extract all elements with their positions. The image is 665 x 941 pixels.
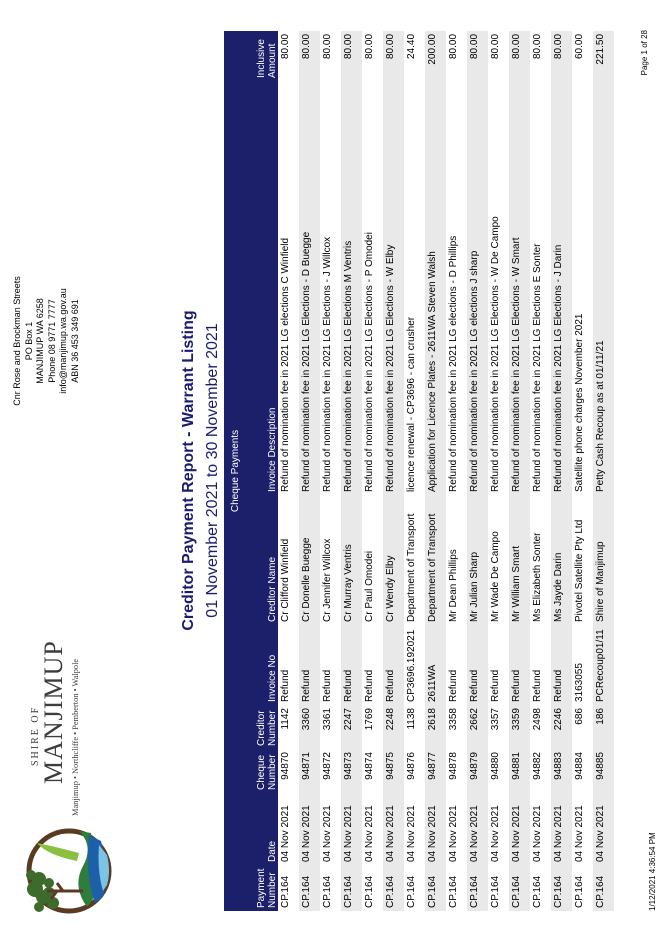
cell-date: 04 Nov 2021 (383, 793, 404, 865)
table-row (383, 31, 404, 911)
cell-cheque-number: 94873 (341, 749, 362, 793)
table-row (341, 31, 362, 911)
cell-creditor-number: 2247 (341, 705, 362, 749)
cell-date: 04 Nov 2021 (425, 793, 446, 865)
cell-amount: 80.00 (278, 31, 299, 81)
col-invoice-description: Invoice Description (246, 81, 278, 495)
cell-amount: 80.00 (488, 31, 509, 81)
cell-date: 04 Nov 2021 (299, 793, 320, 865)
table-row (299, 31, 320, 911)
cell-creditor-number: 2248 (383, 705, 404, 749)
table-row (467, 31, 488, 911)
cell-date: 04 Nov 2021 (551, 793, 572, 865)
table-body (278, 31, 614, 911)
address-abn: ABN 36 453 349 691 (69, 299, 80, 383)
shire-logo-icon (17, 821, 117, 921)
cell-payment-number: CP.164 (467, 865, 488, 911)
cell-amount: 200.00 (425, 31, 446, 81)
cell-creditor-number: 1769 (362, 705, 383, 749)
cell-creditor-number: 686 (572, 705, 593, 749)
cell-invoice-description: Petty Cash Recoup as at 01/11/21 (593, 81, 614, 495)
cell-creditor-number: 2498 (530, 705, 551, 749)
cell-invoice-no: Refund (446, 625, 467, 705)
table-row (530, 31, 551, 911)
table-row (509, 31, 530, 911)
cell-cheque-number: 94876 (404, 749, 425, 793)
shire-towns: Manjimup • Northcliffe • Pemberton • Walpole (71, 658, 80, 816)
cell-invoice-no: Refund (467, 625, 488, 705)
cell-cheque-number: 94872 (320, 749, 341, 793)
group-header: Cheque Payments (224, 31, 246, 911)
cell-creditor-name: Ms Elizabeth Sonter (530, 495, 551, 625)
table-row (404, 31, 425, 911)
cell-cheque-number: 94870 (278, 749, 299, 793)
cell-creditor-number: 3357 (488, 705, 509, 749)
cell-invoice-description: Refund of nomination fee in 2021 LG Elections - J Darin (551, 81, 572, 495)
cell-creditor-name: Ms Jayde Darin (551, 495, 572, 625)
cell-invoice-no: Refund (530, 625, 551, 705)
cell-invoice-no: Refund (488, 625, 509, 705)
report-period: 01 November 2021 to 30 November 2021 (204, 323, 221, 618)
cell-cheque-number: 94881 (509, 749, 530, 793)
cell-creditor-name: Shire of Manjimup (593, 495, 614, 625)
cell-invoice-description: Refund of nomination fee in 2021 LG Elections - W Elby (383, 81, 404, 495)
cell-invoice-no: Refund (341, 625, 362, 705)
cell-payment-number: CP.164 (278, 865, 299, 911)
table-row (320, 31, 341, 911)
cell-payment-number: CP.164 (530, 865, 551, 911)
shire-of-text: SHIRE OF (30, 705, 41, 766)
cell-date: 04 Nov 2021 (509, 793, 530, 865)
cell-invoice-no: Refund (320, 625, 341, 705)
cell-invoice-description: Refund of nomination fee in 2021 LG Elections - P Omodei (362, 81, 383, 495)
col-creditor-name: Creditor Name (246, 495, 278, 625)
cell-invoice-description: Refund of nomination fee in 2021 LG Elections - D Buegge (299, 81, 320, 495)
cell-date: 04 Nov 2021 (467, 793, 488, 865)
table-row (551, 31, 572, 911)
cell-invoice-no: Refund (509, 625, 530, 705)
cell-invoice-no: Refund (278, 625, 299, 705)
cell-cheque-number: 94880 (488, 749, 509, 793)
cell-amount: 221.50 (593, 31, 614, 81)
cell-cheque-number: 94871 (299, 749, 320, 793)
cell-creditor-number: 1138 (404, 705, 425, 749)
cell-invoice-no: Refund (383, 625, 404, 705)
cell-creditor-number: 3360 (299, 705, 320, 749)
cell-creditor-name: Department of Transport (425, 495, 446, 625)
cell-payment-number: CP.164 (341, 865, 362, 911)
cell-cheque-number: 94885 (593, 749, 614, 793)
cell-invoice-description: Refund of nomination fee in 2021 LG Elections E Sonter (530, 81, 551, 495)
cell-date: 04 Nov 2021 (341, 793, 362, 865)
cell-creditor-number: 3359 (509, 705, 530, 749)
table-row (278, 31, 299, 911)
cell-creditor-name: Cr Murray Ventris (341, 495, 362, 625)
cell-creditor-name: Cr Paul Omodei (362, 495, 383, 625)
cell-payment-number: CP.164 (425, 865, 446, 911)
cell-creditor-number: 3361 (320, 705, 341, 749)
cell-amount: 80.00 (341, 31, 362, 81)
col-invoice-no: Invoice No (246, 625, 278, 705)
cell-payment-number: CP.164 (551, 865, 572, 911)
table-row (362, 31, 383, 911)
col-creditor-number: Creditor Number (246, 705, 278, 749)
cell-cheque-number: 94879 (467, 749, 488, 793)
cell-payment-number: CP.164 (299, 865, 320, 911)
cell-creditor-number: 2662 (467, 705, 488, 749)
cell-payment-number: CP.164 (320, 865, 341, 911)
cell-creditor-name: Mr Wade De Campo (488, 495, 509, 625)
footer-timestamp: 1/12/2021 4:36:54 PM (648, 832, 657, 911)
cell-payment-number: CP.164 (593, 865, 614, 911)
cell-amount: 80.00 (530, 31, 551, 81)
col-payment-number: Payment Number (246, 865, 278, 911)
cell-creditor-name: Cr Donelle Buegge (299, 495, 320, 625)
cell-invoice-description: Satellite phone charges November 2021 (572, 81, 593, 495)
table-row (593, 31, 614, 911)
cell-amount: 80.00 (551, 31, 572, 81)
cell-cheque-number: 94877 (425, 749, 446, 793)
cell-date: 04 Nov 2021 (404, 793, 425, 865)
cell-invoice-no: Refund (551, 625, 572, 705)
cell-invoice-description: Refund of nomination fee in 2021 LG Elections - W Smart (509, 81, 530, 495)
cell-payment-number: CP.164 (383, 865, 404, 911)
cell-amount: 80.00 (467, 31, 488, 81)
cell-cheque-number: 94882 (530, 749, 551, 793)
address-line: Cnr Rose and Brockman Streets (12, 276, 22, 406)
report-title: Creditor Payment Report - Warrant Listing (180, 310, 197, 631)
cell-creditor-name: Mr Dean Phillips (446, 495, 467, 625)
cell-invoice-description: Refund of nomination fee in 2021 LG Elections - W De Campo (488, 81, 509, 495)
shire-name: MANJIMUP (39, 640, 68, 784)
cell-payment-number: CP.164 (446, 865, 467, 911)
cell-cheque-number: 94875 (383, 749, 404, 793)
address-email: info@manjimup.wa.gov.au (58, 288, 68, 394)
cell-date: 04 Nov 2021 (572, 793, 593, 865)
cell-creditor-number: 3358 (446, 705, 467, 749)
footer-page-number: Page 1 of 28 (640, 30, 649, 76)
cell-amount: 80.00 (362, 31, 383, 81)
cell-date: 04 Nov 2021 (278, 793, 299, 865)
cell-date: 04 Nov 2021 (530, 793, 551, 865)
cell-invoice-no: Refund (299, 625, 320, 705)
cell-creditor-number: 1142 (278, 705, 299, 749)
cell-creditor-name: Pivotel Satellite Pty Ltd (572, 495, 593, 625)
cell-creditor-name: Mr Julian Sharp (467, 495, 488, 625)
cell-invoice-no: CP3696.192021 (404, 625, 425, 705)
cell-invoice-no: 3163055 (572, 625, 593, 705)
cell-amount: 60.00 (572, 31, 593, 81)
cell-payment-number: CP.164 (572, 865, 593, 911)
cell-invoice-no: 2611WA (425, 625, 446, 705)
address-phone: Phone 08 9771 7777 (46, 299, 57, 383)
cell-amount: 80.00 (383, 31, 404, 81)
address-line: MANJIMUP WA 6258 (35, 298, 45, 384)
table-row (425, 31, 446, 911)
cell-amount: 80.00 (299, 31, 320, 81)
cell-payment-number: CP.164 (509, 865, 530, 911)
table-row (488, 31, 509, 911)
cell-invoice-description: Application for Licence Plates - 2611WA Steven Walsh (425, 81, 446, 495)
address-block (12, 241, 81, 441)
cell-cheque-number: 94883 (551, 749, 572, 793)
cell-amount: 80.00 (320, 31, 341, 81)
cell-invoice-description: Refund of nomination fee in 2021 LG elections - D Phillips (446, 81, 467, 495)
payments-table (224, 31, 614, 911)
cell-invoice-description: Refund of nomination fee in 2021 LG Elections M Ventris (341, 81, 362, 495)
cell-date: 04 Nov 2021 (362, 793, 383, 865)
cell-date: 04 Nov 2021 (320, 793, 341, 865)
cell-invoice-description: Refund of nomination fee in 2021 LG Elections - J Willcox (320, 81, 341, 495)
cell-invoice-description: licence renewal - CP3696 - can crusher (404, 81, 425, 495)
col-amount: Inclusive Amount (246, 31, 278, 81)
cell-payment-number: CP.164 (404, 865, 425, 911)
cell-payment-number: CP.164 (488, 865, 509, 911)
table-row (572, 31, 593, 911)
cell-creditor-name: Cr Jennifer Willcox (320, 495, 341, 625)
cell-creditor-name: Cr Clifford Winfield (278, 495, 299, 625)
cell-invoice-no: Refund (362, 625, 383, 705)
col-date: Date (246, 793, 278, 865)
table-row (446, 31, 467, 911)
cell-creditor-number: 186 (593, 705, 614, 749)
cell-creditor-number: 2618 (425, 705, 446, 749)
cell-creditor-name: Mr William Smart (509, 495, 530, 625)
cell-invoice-description: Refund of nomination fee in 2021 LG elections J sharp (467, 81, 488, 495)
cell-invoice-no: PCRecoup01/11 (593, 625, 614, 705)
cell-amount: 80.00 (446, 31, 467, 81)
col-cheque-number: Cheque Number (246, 749, 278, 793)
cell-date: 04 Nov 2021 (593, 793, 614, 865)
cell-date: 04 Nov 2021 (446, 793, 467, 865)
cell-amount: 80.00 (509, 31, 530, 81)
cell-date: 04 Nov 2021 (488, 793, 509, 865)
shire-wordmark (30, 586, 80, 816)
address-line: PO Box 1 (23, 321, 34, 361)
cell-creditor-name: Cr Wendy Elby (383, 495, 404, 625)
cell-cheque-number: 94874 (362, 749, 383, 793)
cell-creditor-number: 2246 (551, 705, 572, 749)
cell-invoice-description: Refund of nomination fee in 2021 LG elections C Winfield (278, 81, 299, 495)
cell-payment-number: CP.164 (362, 865, 383, 911)
cell-amount: 24.40 (404, 31, 425, 81)
cell-cheque-number: 94878 (446, 749, 467, 793)
cell-creditor-name: Department of Transport (404, 495, 425, 625)
cell-cheque-number: 94884 (572, 749, 593, 793)
